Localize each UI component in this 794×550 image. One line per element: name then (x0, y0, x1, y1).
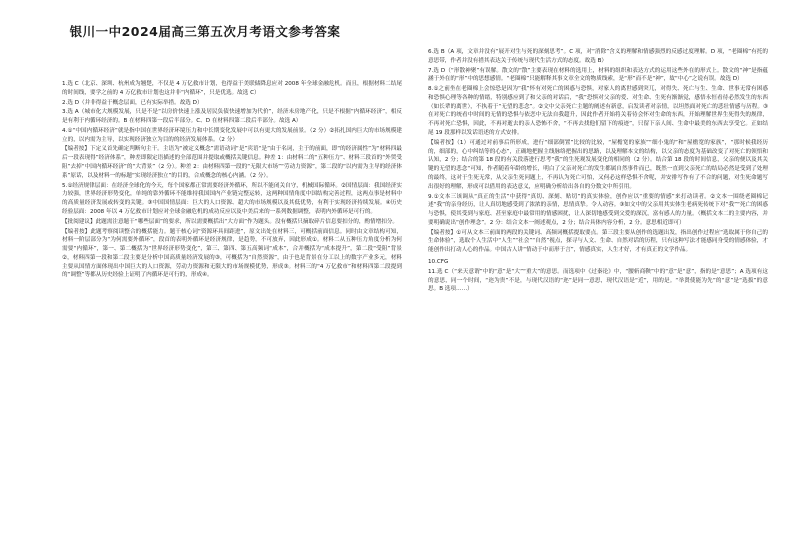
editor-note-q4: 【编者按】下定义首先确定判断句主干。主语为“被定义概念”需语动词“是”宾语“是”由于名词，主于的前面，即“的经济属性”为“材料四最后一段表现得”经济体系”，种差即限定语描述的全部范围并提取或概括关键信息。种差 1：由材料二的“五种压力”、材料三段首的“外贸受阻”去掉“中国内循环经济”的“大背景”（2 分）。种差 2：由材料四第一段的“无限大市场”“劳动力资源”，第二段的“以内需为主导的经济体系”原话，以及材料一的标题“实现经济独立”的目的，合成概念的核心内涵。（2 分）。 (62, 146, 402, 179)
answer-q9: 9.①文本三该调从“真正的生活”中获得“真切、深刻、贴切”的真实体验，创作应以“重要的情感”来打动读者。②文本一围绕老圈棉记述“我”的亲身经历，让人真切地感受到了浓浓的亲情，思情真挚。令人动容。③如文中的父亲用其实体生老病死传统下对“我”“死亡的困惑与恐惧，使其受到与家庭、甚至家庭中最常用的情感困扰，让人深切地感受到父爱的深沉，富有感人的力量。（概括文本二的主要内容，并要明确说出“创作理念”。2 分：结合文本一阐述观点，2 分；结合具体内容分析，2 分。意思相近即可） (428, 193, 768, 226)
answer-q2: 2.选 D（并非得益于概念层面，已有实际举措。故选 D） (62, 99, 203, 106)
answer-q11: 11.选 C（“来天意谓”中的“意”是“大”“重大”的意思。而选项中《过秦论》中，“腰斩商鞅”中的“意”是“意”，指的是“意思”；A 选项有这的意思，同一个时间，“迩为贵”不是，与现代汉语的“迩”是同一意思，现代汉语是“近”，用的是。“举贤使能为先”的“意”是“选拔”的意思。B 选项……） (428, 268, 768, 293)
answer-q7: 7.选 D（“形散神聚”有误解。散文的“散”主要表现在材料的选用上，材料的组织和表达方式的运用这些外在的形式上。散文的“神”是指蕴涵于外在的“形”中的思想感情。“老圈棉”只能解释其事文章全文的物质线索，是“形”而不是“神”，故“中心”之说有误。故选 D） (428, 67, 768, 83)
answer-q1: 1.选 C（北京、深圳、杭州成为翘楚，不仅是 4 万亿救市计划，也得益于美联储降息应对 2008 年全球金融危机。而且，根据材料二结尾的时间线，要学之前的 4 万亿救市计划也这并非“内循环”，只是优选。故选 C） (62, 81, 402, 96)
answer-q8: 8.①之前坐在老圈棉上会惊恐是因为“我”怀有对死亡的困惑与恐惧，对家人的离世感到突兀，对得失、死亡与生、生命、世事无常有困惑和恐惧心理等各种的情绪，特别感应到了和父亲的对话后，“我”恐惧对父亲的爱、对生命、生死有渐渐觉，感悟永恒看待必然发生的东西（如长辈的离世），不执着于“无望的悲念”。②文中父亲死亡主题的阐述有新意，启发读者对亲情，以坦然面对死亡的悲壮情感与历程。③在对死亡的统看中时间的无情的恐惧与依恋中无法自我超升，因此作者开始将关着待会怀对生命的东西，开始理解世界生死得失的规律，不再对死亡恐惧，因此，不再对逝去的亲人恐怖不舍，“不再去找他们留下的痕迹”，只留下亲人间、生命中最美的东西去享受它。正如结尾 19 段那样以发话语述的方式安排。 (428, 86, 768, 137)
editor-note-q5: 【编者按】此题考察阅读整合的概括能力。题干核心词“资源环具间距进”，原文出处在材料三，可概括前面信息。同时由文章结构可知，材料一阶层部分为“为何需要外循环”，段首的表明外循环是经济规律，是趋势，不可放弃，因此形成①。材料二从五种压力角度分析为何需要“内循环”，第一、第二概括为“世界经济形势变化”，第三、第四、第五高频词“成本”，合并概括为“成本提升”，第二段“受阻”背景②，材料四第一段和第二段主要是分析中国高质量经济发展的③，可概括为“自然资源”，由于也是背景在分工以上的数字产业多元，材料主要从国情方面体现出中国巨大的人口资源，劳动力资源和无限大的市场规模优势，形成③。材料三的“4 万亿救市”和材料四第二段提到的“调整”等都从历史经验上证明了内循环是可行的，形成④。 (62, 228, 402, 279)
answer-q3: 3.选 A（城市化大规模发展，只是不是“以房价快速上涨及居民负债快速增加为代价”，经济未房地产化，只是不根据“内循环经济”，相反是有利于内循环经济的。B 在材料四第一段后半部分。C、D 在材料四第二段后半部分。故选 A） (62, 109, 402, 125)
left-column (62, 80, 402, 281)
editor-note-q9: 【编者按】①可从文本三前面的两段的关键词、高频词概括提取要点。第三段主要从创作的选题出发，指出创作过程应“选取属于你自己的生命体验”，选取个人生活中“人生”“社会”“自然”视点，探寻与人文、生命、自然对话的历程，只有这种写法才能感同身受的情感体验，才能创作出打动人心的作品。中国古人讲“情动于中而形于言”，情感真实，人生才好，才有真正的文学作品。 (428, 229, 768, 254)
editor-note-q8: 【编者按】（1）可通过对前事后所形成，进行“细部倒置”比较的比较，“屋檐宽的家族”“细小鬼的”和“屋檐宽的家族”，“那时候我经历的，细部的，心中纠结等的心态”，正确地把握主线脉络把握出的思路，以及理解本文的结构，以父亲的态度为基础改变了对死亡的领悟和认知，2 分；结合的第 18 段的有关段落进行思考“我”的生死观发展变化的相同的（2 分）。结合第 18 段的时间信息，父亲的便以及其关键的无望的悲念“可知，作者随着年龄的增长，明白了父亲对死亡的发生都属自然事件而已，既然一直到父亲死亡的结局必然是受到了处理的最终，这对于生死无常，从父亲生死问题上，不再认为死亡可怕，又何必这样恐惧不舍呢，并安排写作有了不合的问题，对生死命题写出很好的理解，形成可以借用的表达意义，应明确分析给出各自的分数文中所引用。 (428, 139, 768, 190)
answer-q6: 6.选 B（A 项，文章并没有“展开对生与死的深刻思考”。C 项，对“消除”含义的理解和情感强烈的反感过度理解。D 项，“老圈棉”有托的意思带，作者并没有措其表达关于传统与现代生活方式的态度。故选 B） (428, 49, 768, 64)
answer-q10: 10.CFG (428, 258, 449, 265)
answer-q4: 4.①“中国内循环经济”就是指中国在世界经济环境压力和中长期变化发展中可以有更大的发展前景。（2 分）②拓扎国内巨大的市场规模建立的，以内需为主导，以实现经济独立为目的的经济发展体系。（2 分） (62, 127, 402, 143)
answer-q5: 5.①经济规律层面：在经济全球化的今天，每个国家都正常需要经济外循环，所以不能闭关自守，机械国际循环。②国情层面：我国经济实力较强，世界经济形势变化，单纯的靠外循环不能维持我国国内产业链完整运转，这两种国情角度中国结构完善过程，这两点事是材料中的高质量经济发展或转变的关键。③中国国情层面：巨大的人口资源、超大的市场规模以及其低优势，有利于实现经济持续发展。④历史经验层面：2008 年以 4 万亿救市计划应对全球金融危机的成功反应以及中美后来的一系列数据调整，表明内外循环是可行的。 (62, 182, 402, 215)
grading-suggestion-q5: 【批阅建议】此题需注意题干“哪些层面”的要求，所以需要概括出“大方面”作为题头。没有概括只摘取碎片信息要扣分的，酌情增扣分。 (62, 218, 399, 225)
document-title: 银川一中2024届高三第五次月考语文参考答案 (69, 24, 341, 39)
right-column (428, 48, 768, 295)
